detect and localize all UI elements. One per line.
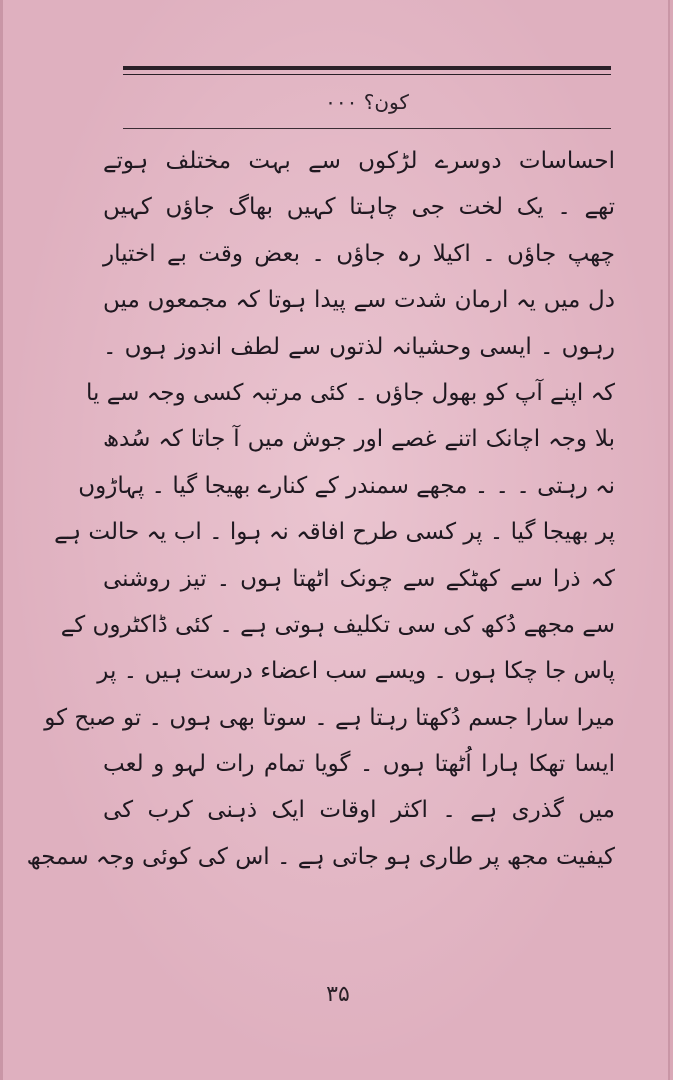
text-line: چھپ جاؤں ۔ اکیلا رہ جاؤں ۔ بعض وقت بے اختیار	[103, 240, 615, 267]
text-line: پاس جا چکا ہوں ۔ ویسے سب اعضاء درست ہیں ۔ پر	[97, 658, 615, 685]
text-line: رہوں ۔ ایسی وحشیانہ لذتوں سے لطف اندوز ہوں ۔	[103, 333, 615, 360]
text-line: میرا سارا جسم دُکھتا رہتا ہے ۔ سوتا بھی ہوں ۔ تو صبح کو	[44, 704, 615, 731]
text-line: احساسات دوسرے لڑکوں سے بہت مختلف ہوتے	[103, 148, 615, 174]
text-line: کہ ذرا سے کھٹکے سے چونک اٹھتا ہوں ۔ تیز روشنی	[103, 565, 615, 592]
text-line: نہ رہتی ۔ ۔ ۔ مجھے سمندر کے کنارے بھیجا گیا ۔ پہاڑوں	[78, 472, 615, 499]
header-rule-thin	[123, 74, 611, 75]
text-line: کیفیت مجھ پر طاری ہو جاتی ہے ۔ اس کی کوئی وجہ سمجھ	[26, 843, 615, 870]
text-line: دل میں یہ ارمان شدت سے پیدا ہوتا کہ مجمعوں میں	[103, 287, 615, 314]
header-rule-thick	[123, 66, 611, 70]
text-line: پر بھیجا گیا ۔ پر کسی طرح افاقہ نہ ہوا ۔ اب یہ حالت ہے	[54, 519, 615, 546]
text-line: میں گذری ہے ۔ اکثر اوقات ایک ذہنی کرب کی	[103, 797, 615, 824]
running-title: کون؟ ۰۰۰	[325, 90, 409, 114]
text-line: کہ اپنے آپ کو بھول جاؤں ۔ کئی مرتبہ کسی وجہ سے یا	[85, 379, 615, 406]
text-line: ایسا تھکا ہارا اُٹھتا ہوں ۔ گویا تمام رات لہو و لعب	[103, 751, 615, 778]
header-rule-bottom	[123, 128, 611, 129]
page-number: ۳۵	[326, 982, 350, 1007]
text-line: بلا وجہ اچانک اتنے غصے اور جوش میں آ جاتا کہ سُدھ	[103, 426, 615, 453]
text-line: سے مجھے دُکھ کی سی تکلیف ہوتی ہے ۔ کئی ڈاکٹروں کے	[60, 611, 615, 638]
body-text	[26, 138, 615, 966]
text-line: تھے ۔ یک لخت جی چاہتا کہیں بھاگ جاؤں کہیں	[103, 194, 615, 221]
